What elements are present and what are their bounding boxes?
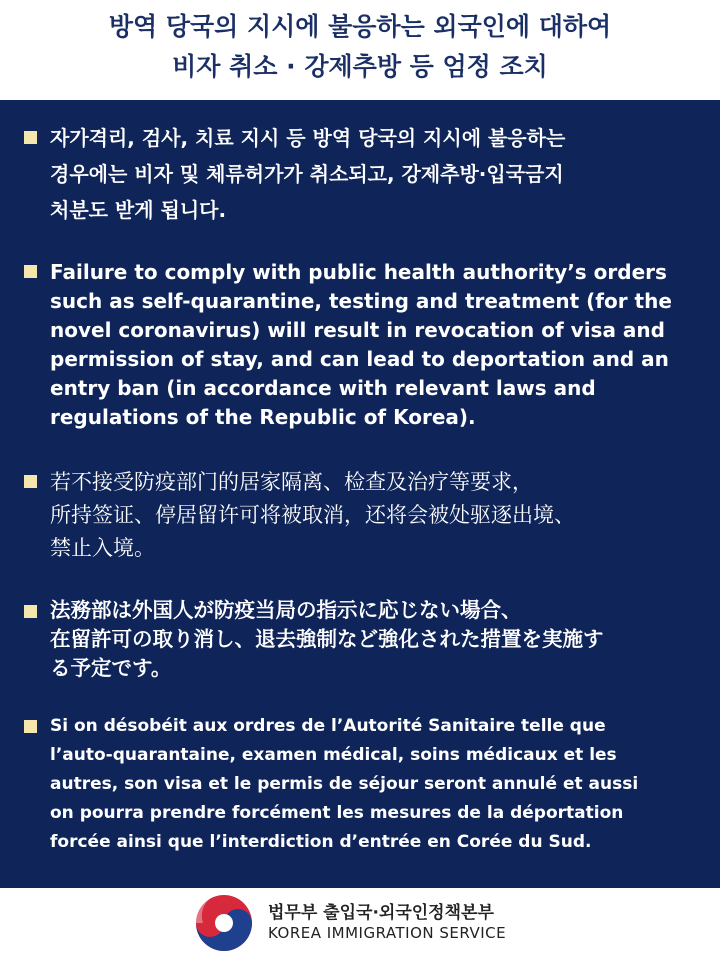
text-line: on pourra prendre forcément les mesures de la déportation bbox=[50, 803, 624, 823]
notice-korean-text bbox=[50, 120, 565, 228]
org-name-english: KOREA IMMIGRATION SERVICE bbox=[268, 924, 507, 942]
org-name-korean: 법무부 출입국·외국인정책본부 bbox=[268, 903, 494, 923]
notice-chinese-text bbox=[50, 466, 575, 565]
notice-japanese-text bbox=[50, 596, 604, 683]
title-line-2: 비자 취소 · 강제추방 등 엄정 조치 bbox=[172, 52, 548, 81]
text-line: autres, son visa et le permis de séjour seront annulé et aussi bbox=[50, 774, 639, 794]
government-emblem-icon bbox=[195, 894, 253, 952]
notice-panel bbox=[0, 100, 720, 888]
text-line: 禁止入境。 bbox=[50, 536, 155, 560]
text-line: entry ban (in accordance with relevant laws and bbox=[50, 376, 596, 400]
text-line: る予定です。 bbox=[50, 656, 172, 680]
text-line: l’auto-quarantaine, examen médical, soins médicaux et les bbox=[50, 745, 617, 765]
text-line: such as self-quarantine, testing and treatment (for the bbox=[50, 289, 672, 313]
text-line: Si on désobéit aux ordres de l’Autorité Sanitaire telle que bbox=[50, 716, 606, 736]
title-line-1: 방역 당국의 지시에 불응하는 외국인에 대하여 bbox=[108, 12, 612, 41]
bullet-square-icon bbox=[24, 475, 37, 488]
notice-english-text bbox=[50, 258, 672, 432]
bullet-square-icon bbox=[24, 131, 37, 144]
text-line: 所持签证、停居留许可将被取消，还将会被处驱逐出境、 bbox=[50, 503, 575, 527]
text-line: 在留許可の取り消し、退去強制など強化された措置を実施す bbox=[50, 627, 604, 651]
header bbox=[0, 0, 720, 100]
bullet-square-icon bbox=[24, 265, 37, 278]
text-line: 法務部は外国人が防疫当局の指示に応じない場合、 bbox=[50, 598, 522, 622]
notice-french-text bbox=[50, 712, 638, 857]
text-line: permission of stay, and can lead to deportation and an bbox=[50, 347, 669, 371]
text-line: 若不接受防疫部门的居家隔离、检查及治疗等要求， bbox=[50, 470, 533, 494]
text-line: 경우에는 비자 및 체류허가가 취소되고, 강제추방·입국금지 bbox=[50, 162, 564, 186]
text-line: 처분도 받게 됩니다. bbox=[50, 198, 227, 222]
text-line: forcée ainsi que l’interdiction d’entrée en Corée du Sud. bbox=[50, 832, 592, 852]
footer bbox=[0, 888, 720, 960]
bullet-square-icon bbox=[24, 720, 37, 733]
text-line: Failure to comply with public health authority’s orders bbox=[50, 260, 667, 284]
text-line: 자가격리, 검사, 치료 지시 등 방역 당국의 지시에 불응하는 bbox=[50, 126, 566, 150]
bullet-square-icon bbox=[24, 605, 37, 618]
text-line: novel coronavirus) will result in revocation of visa and bbox=[50, 318, 665, 342]
text-line: regulations of the Republic of Korea). bbox=[50, 405, 476, 429]
